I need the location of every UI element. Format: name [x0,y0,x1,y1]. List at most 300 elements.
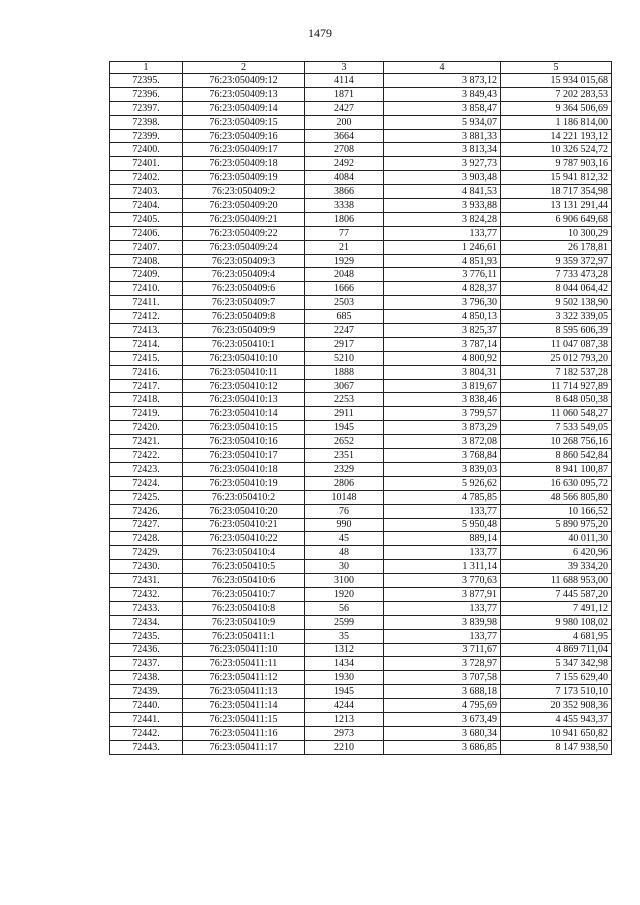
cadastral-number-cell: 76:23:050409:24 [183,240,305,254]
area-cell: 2210 [305,740,384,754]
column-header-3: 3 [305,62,384,74]
row-number-cell: 72431. [110,574,183,588]
cadastral-number-cell: 76:23:050409:15 [183,115,305,129]
table-row [110,560,612,574]
row-number-cell: 72439. [110,685,183,699]
value-cell: 5 347 342,98 [501,657,612,671]
value-cell: 11 047 087,38 [501,337,612,351]
row-number-cell: 72428. [110,532,183,546]
row-number-cell: 72420. [110,421,183,435]
value-cell: 16 630 095,72 [501,476,612,490]
row-number-cell: 72396. [110,87,183,101]
row-number-cell: 72397. [110,101,183,115]
cadastral-number-cell: 76:23:050411:1 [183,629,305,643]
cadastral-number-cell: 76:23:050410:19 [183,476,305,490]
row-number-cell: 72424. [110,476,183,490]
row-number-cell: 72422. [110,449,183,463]
rate-cell: 4 850,13 [384,310,501,324]
area-cell: 45 [305,532,384,546]
row-number-cell: 72443. [110,740,183,754]
row-number-cell: 72438. [110,671,183,685]
value-cell: 25 012 793,20 [501,351,612,365]
value-cell: 8 044 064,42 [501,282,612,296]
cadastral-number-cell: 76:23:050409:8 [183,310,305,324]
value-cell: 7 445 587,20 [501,587,612,601]
rate-cell: 133,77 [384,629,501,643]
table-row [110,490,612,504]
value-cell: 4 455 943,37 [501,712,612,726]
area-cell: 56 [305,601,384,615]
cadastral-number-cell: 76:23:050409:17 [183,143,305,157]
row-number-cell: 72436. [110,643,183,657]
rate-cell: 1 246,61 [384,240,501,254]
row-number-cell: 72405. [110,212,183,226]
rate-cell: 889,14 [384,532,501,546]
rate-cell: 3 873,29 [384,421,501,435]
table-row [110,310,612,324]
cadastral-number-cell: 76:23:050410:2 [183,490,305,504]
cadastral-number-cell: 76:23:050409:21 [183,212,305,226]
row-number-cell: 72415. [110,351,183,365]
rate-cell: 3 776,11 [384,268,501,282]
rate-cell: 133,77 [384,546,501,560]
value-cell: 10 326 524,72 [501,143,612,157]
table-row [110,615,612,629]
row-number-cell: 72414. [110,337,183,351]
cadastral-number-cell: 76:23:050409:4 [183,268,305,282]
rate-cell: 3 707,58 [384,671,501,685]
area-cell: 1929 [305,254,384,268]
row-number-cell: 72404. [110,199,183,213]
value-cell: 9 980 108,02 [501,615,612,629]
value-cell: 7 202 283,53 [501,87,612,101]
cadastral-number-cell: 76:23:050410:8 [183,601,305,615]
cadastral-number-cell: 76:23:050409:20 [183,199,305,213]
value-cell: 8 648 050,38 [501,393,612,407]
area-cell: 4244 [305,699,384,713]
row-number-cell: 72441. [110,712,183,726]
cadastral-number-cell: 76:23:050410:6 [183,574,305,588]
cadastral-number-cell: 76:23:050410:10 [183,351,305,365]
table-body [110,62,612,755]
value-cell: 10 268 756,16 [501,435,612,449]
rate-cell: 3 839,98 [384,615,501,629]
area-cell: 2917 [305,337,384,351]
cadastral-number-cell: 76:23:050411:17 [183,740,305,754]
table-row [110,365,612,379]
value-cell: 7 533 549,05 [501,421,612,435]
rate-cell: 3 686,85 [384,740,501,754]
cadastral-number-cell: 76:23:050410:11 [183,365,305,379]
row-number-cell: 72433. [110,601,183,615]
area-cell: 1888 [305,365,384,379]
cadastral-number-cell: 76:23:050410:4 [183,546,305,560]
rate-cell: 3 824,28 [384,212,501,226]
cadastral-number-cell: 76:23:050409:6 [183,282,305,296]
rate-cell: 133,77 [384,226,501,240]
cadastral-number-cell: 76:23:050411:16 [183,726,305,740]
table-row [110,504,612,518]
row-number-cell: 72401. [110,157,183,171]
cadastral-number-cell: 76:23:050409:7 [183,296,305,310]
area-cell: 2492 [305,157,384,171]
value-cell: 6 420,96 [501,546,612,560]
table-row [110,671,612,685]
rate-cell: 4 851,93 [384,254,501,268]
row-number-cell: 72395. [110,74,183,88]
table-row [110,657,612,671]
area-cell: 2329 [305,462,384,476]
cadastral-number-cell: 76:23:050409:9 [183,324,305,338]
table-header-row [110,62,612,74]
value-cell: 8 147 938,50 [501,740,612,754]
table-row [110,532,612,546]
area-cell: 3664 [305,129,384,143]
value-cell: 3 322 339,05 [501,310,612,324]
table-row [110,129,612,143]
area-cell: 2247 [305,324,384,338]
value-cell: 15 934 015,68 [501,74,612,88]
row-number-cell: 72410. [110,282,183,296]
rate-cell: 1 311,14 [384,560,501,574]
cadastral-number-cell: 76:23:050409:3 [183,254,305,268]
area-cell: 3100 [305,574,384,588]
rate-cell: 4 800,92 [384,351,501,365]
value-cell: 15 941 812,32 [501,171,612,185]
table-row [110,212,612,226]
rate-cell: 4 795,69 [384,699,501,713]
cadastral-number-cell: 76:23:050410:7 [183,587,305,601]
area-cell: 1806 [305,212,384,226]
row-number-cell: 72434. [110,615,183,629]
column-header-4: 4 [384,62,501,74]
row-number-cell: 72402. [110,171,183,185]
rate-cell: 3 825,37 [384,324,501,338]
area-cell: 77 [305,226,384,240]
row-number-cell: 72418. [110,393,183,407]
rate-cell: 3 728,97 [384,657,501,671]
row-number-cell: 72413. [110,324,183,338]
rate-cell: 3 787,14 [384,337,501,351]
rate-cell: 3 799,57 [384,407,501,421]
cadastral-number-cell: 76:23:050409:18 [183,157,305,171]
cadastral-number-cell: 76:23:050410:15 [183,421,305,435]
cadastral-number-cell: 76:23:050409:19 [183,171,305,185]
row-number-cell: 72403. [110,185,183,199]
row-number-cell: 72427. [110,518,183,532]
area-cell: 1213 [305,712,384,726]
cadastral-number-cell: 76:23:050410:9 [183,615,305,629]
rate-cell: 3 768,84 [384,449,501,463]
row-number-cell: 72416. [110,365,183,379]
row-number-cell: 72423. [110,462,183,476]
value-cell: 10 300,29 [501,226,612,240]
table-row [110,712,612,726]
cadastral-number-cell: 76:23:050411:14 [183,699,305,713]
table-row [110,407,612,421]
rate-cell: 3 933,88 [384,199,501,213]
area-cell: 2806 [305,476,384,490]
table-row [110,629,612,643]
area-cell: 1930 [305,671,384,685]
value-cell: 5 890 975,20 [501,518,612,532]
table-row [110,351,612,365]
value-cell: 6 906 649,68 [501,212,612,226]
value-cell: 9 502 138,90 [501,296,612,310]
cadastral-number-cell: 76:23:050411:12 [183,671,305,685]
value-cell: 26 178,81 [501,240,612,254]
cadastral-number-cell: 76:23:050410:20 [183,504,305,518]
area-cell: 1312 [305,643,384,657]
cadastral-number-cell: 76:23:050410:17 [183,449,305,463]
page-number: 1479 [308,26,332,40]
rate-cell: 3 796,30 [384,296,501,310]
value-cell: 8 941 100,87 [501,462,612,476]
column-header-5: 5 [501,62,612,74]
rate-cell: 5 926,62 [384,476,501,490]
table-row [110,643,612,657]
table-row [110,546,612,560]
cadastral-number-cell: 76:23:050409:14 [183,101,305,115]
table-row [110,226,612,240]
value-cell: 40 011,30 [501,532,612,546]
table-row [110,574,612,588]
table-row [110,296,612,310]
table-row [110,143,612,157]
value-cell: 7 491,12 [501,601,612,615]
rate-cell: 3 881,33 [384,129,501,143]
table-row [110,324,612,338]
table-row [110,699,612,713]
row-number-cell: 72426. [110,504,183,518]
rate-cell: 4 828,37 [384,282,501,296]
table-row [110,282,612,296]
row-number-cell: 72421. [110,435,183,449]
table-row [110,462,612,476]
table-row [110,476,612,490]
area-cell: 685 [305,310,384,324]
table-row [110,185,612,199]
value-cell: 18 717 354,98 [501,185,612,199]
row-number-cell: 72419. [110,407,183,421]
rate-cell: 4 841,53 [384,185,501,199]
table-row [110,587,612,601]
row-number-cell: 72406. [110,226,183,240]
area-cell: 2048 [305,268,384,282]
row-number-cell: 72398. [110,115,183,129]
rate-cell: 3 673,49 [384,712,501,726]
value-cell: 39 334,20 [501,560,612,574]
area-cell: 35 [305,629,384,643]
area-cell: 1945 [305,421,384,435]
value-cell: 8 595 606,39 [501,324,612,338]
row-number-cell: 72409. [110,268,183,282]
cadastral-number-cell: 76:23:050409:12 [183,74,305,88]
value-cell: 10 166,52 [501,504,612,518]
cadastral-number-cell: 76:23:050410:18 [183,462,305,476]
table-row [110,74,612,88]
row-number-cell: 72400. [110,143,183,157]
cadastral-number-cell: 76:23:050410:13 [183,393,305,407]
area-cell: 2911 [305,407,384,421]
cadastral-number-cell: 76:23:050410:14 [183,407,305,421]
table-row [110,685,612,699]
rate-cell: 3 819,67 [384,379,501,393]
cadastral-number-cell: 76:23:050410:22 [183,532,305,546]
area-cell: 30 [305,560,384,574]
area-cell: 21 [305,240,384,254]
rate-cell: 3 877,91 [384,587,501,601]
cadastral-number-cell: 76:23:050411:13 [183,685,305,699]
row-number-cell: 72417. [110,379,183,393]
cadastral-number-cell: 76:23:050410:21 [183,518,305,532]
table-row [110,740,612,754]
table-row [110,240,612,254]
rate-cell: 3 838,46 [384,393,501,407]
table-row [110,115,612,129]
cadastral-number-cell: 76:23:050410:12 [183,379,305,393]
area-cell: 3866 [305,185,384,199]
area-cell: 990 [305,518,384,532]
row-number-cell: 72408. [110,254,183,268]
row-number-cell: 72442. [110,726,183,740]
cadastral-number-cell: 76:23:050411:10 [183,643,305,657]
table-row [110,726,612,740]
rate-cell: 133,77 [384,504,501,518]
data-table [109,61,612,755]
cadastral-number-cell: 76:23:050409:16 [183,129,305,143]
value-cell: 7 173 510,10 [501,685,612,699]
value-cell: 4 869 711,04 [501,643,612,657]
row-number-cell: 72399. [110,129,183,143]
area-cell: 1871 [305,87,384,101]
area-cell: 76 [305,504,384,518]
value-cell: 7 182 537,28 [501,365,612,379]
row-number-cell: 72425. [110,490,183,504]
value-cell: 11 060 548,27 [501,407,612,421]
rate-cell: 3 873,12 [384,74,501,88]
cadastral-number-cell: 76:23:050411:11 [183,657,305,671]
row-number-cell: 72430. [110,560,183,574]
row-number-cell: 72435. [110,629,183,643]
cadastral-number-cell: 76:23:050409:13 [183,87,305,101]
column-header-1: 1 [110,62,183,74]
area-cell: 1434 [305,657,384,671]
cadastral-number-cell: 76:23:050409:22 [183,226,305,240]
rate-cell: 3 804,31 [384,365,501,379]
value-cell: 20 352 908,36 [501,699,612,713]
value-cell: 9 364 506,69 [501,101,612,115]
area-cell: 5210 [305,351,384,365]
rate-cell: 3 903,48 [384,171,501,185]
row-number-cell: 72432. [110,587,183,601]
table-row [110,601,612,615]
row-number-cell: 72429. [110,546,183,560]
area-cell: 3338 [305,199,384,213]
row-number-cell: 72412. [110,310,183,324]
cadastral-number-cell: 76:23:050410:1 [183,337,305,351]
row-number-cell: 72411. [110,296,183,310]
value-cell: 14 221 193,12 [501,129,612,143]
rate-cell: 3 927,73 [384,157,501,171]
rate-cell: 3 688,18 [384,685,501,699]
rate-cell: 3 680,34 [384,726,501,740]
table-row [110,518,612,532]
area-cell: 200 [305,115,384,129]
row-number-cell: 72440. [110,699,183,713]
cadastral-number-cell: 76:23:050410:16 [183,435,305,449]
area-cell: 2973 [305,726,384,740]
area-cell: 2708 [305,143,384,157]
cadastral-number-cell: 76:23:050410:5 [183,560,305,574]
table-row [110,101,612,115]
table-row [110,379,612,393]
rate-cell: 3 813,34 [384,143,501,157]
area-cell: 1920 [305,587,384,601]
value-cell: 7 733 473,28 [501,268,612,282]
area-cell: 4114 [305,74,384,88]
area-cell: 10148 [305,490,384,504]
table-row [110,87,612,101]
value-cell: 7 155 629,40 [501,671,612,685]
area-cell: 3067 [305,379,384,393]
area-cell: 2599 [305,615,384,629]
area-cell: 2427 [305,101,384,115]
rate-cell: 3 872,08 [384,435,501,449]
value-cell: 4 681,95 [501,629,612,643]
cadastral-number-cell: 76:23:050411:15 [183,712,305,726]
cadastral-number-cell: 76:23:050409:2 [183,185,305,199]
value-cell: 1 186 814,00 [501,115,612,129]
rate-cell: 133,77 [384,601,501,615]
table-row [110,435,612,449]
rate-cell: 3 711,67 [384,643,501,657]
value-cell: 11 714 927,89 [501,379,612,393]
rate-cell: 4 785,85 [384,490,501,504]
rate-cell: 3 849,43 [384,87,501,101]
rate-cell: 3 839,03 [384,462,501,476]
area-cell: 1945 [305,685,384,699]
value-cell: 48 566 805,80 [501,490,612,504]
area-cell: 48 [305,546,384,560]
table-row [110,199,612,213]
table-row [110,421,612,435]
table-row [110,337,612,351]
area-cell: 4084 [305,171,384,185]
table-row [110,157,612,171]
rate-cell: 5 950,48 [384,518,501,532]
row-number-cell: 72437. [110,657,183,671]
table-row [110,393,612,407]
table-row [110,449,612,463]
area-cell: 2253 [305,393,384,407]
value-cell: 9 359 372,97 [501,254,612,268]
area-cell: 2652 [305,435,384,449]
rate-cell: 3 770,63 [384,574,501,588]
value-cell: 8 860 542,84 [501,449,612,463]
row-number-cell: 72407. [110,240,183,254]
table-row [110,268,612,282]
value-cell: 11 688 953,00 [501,574,612,588]
area-cell: 1666 [305,282,384,296]
column-header-2: 2 [183,62,305,74]
value-cell: 10 941 650,82 [501,726,612,740]
table-row [110,254,612,268]
area-cell: 2503 [305,296,384,310]
rate-cell: 5 934,07 [384,115,501,129]
rate-cell: 3 858,47 [384,101,501,115]
table-row [110,171,612,185]
